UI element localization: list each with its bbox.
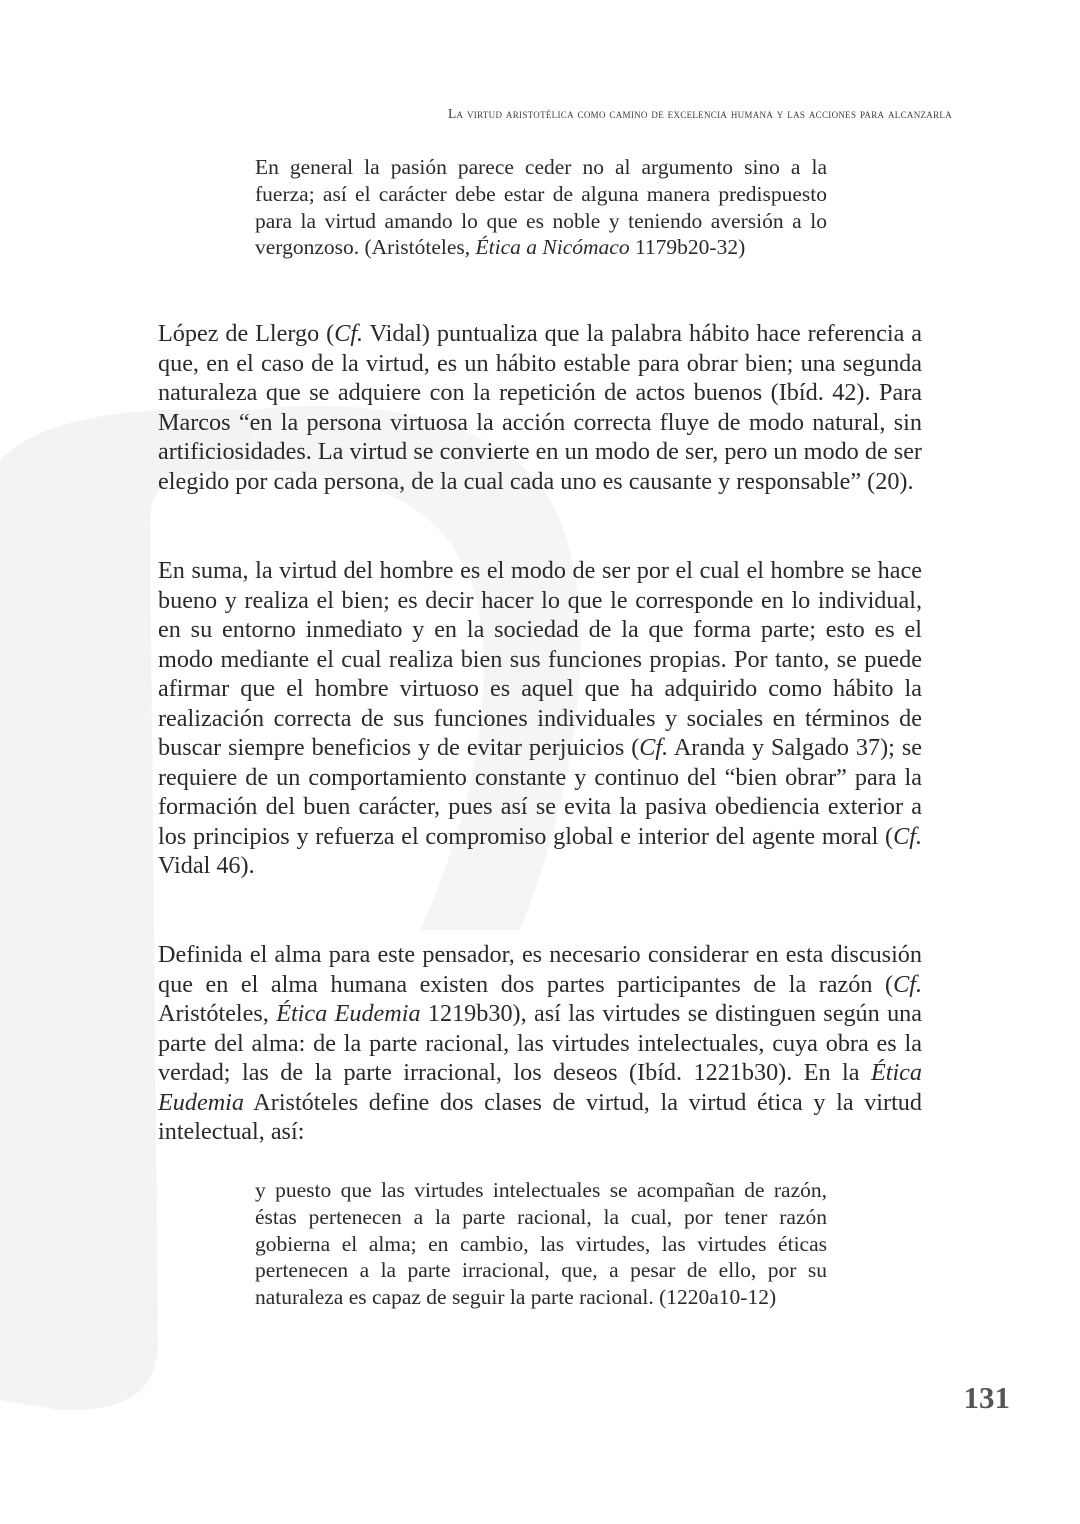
paragraph-3-title-1: Ética Eudemia [276,1000,421,1027]
block-quote-1-text: En general la pasión parece ceder no al argumento sino a la fuerza; así el carácter debe estar de alguna manera predispuesto para la virtud amando lo que es noble y teniendo aversión a lo vergonzoso. (Aristóteles, [255,155,827,260]
paragraph-2-cf-1: Cf. [639,734,669,761]
block-quote-1-title: Ética a Nicómaco [475,235,630,260]
paragraph-2-cf-2: Cf. [893,822,922,850]
paragraph-3 [158,940,922,1147]
paragraph-2 [158,556,922,881]
running-head: La virtud aristotélica como camino de excelencia humana y las acciones para alcanzarla [447,106,952,121]
paragraph-1-text-a: López de Llergo ( [158,320,335,347]
paragraph-1-cf: Cf. [334,320,364,347]
paragraph-3-text-d: Aristóteles define dos clases de virtud, la virtud ética y la virtud intelectual, así: [158,1088,922,1145]
paragraph-3-text-a: Definida el alma para este pensador, es necesario considerar en esta discusión que en el alma humana existen dos partes participantes de la razón ( [158,941,922,998]
block-quote-2-text: y puesto que las virtudes intelectuales se acompañan de razón, éstas pertenecen a la parte racional, la cual, por tener razón gobierna el alma; en cambio, las virtudes, las virtudes éticas pertenecen a la parte irracional, que, a pesar de ello, por su naturaleza es capaz de seguir la parte racional. (1220a10-12) [255,1178,827,1310]
paragraph-2-text-a: En suma, la virtud del hombre es el modo de ser por el cual el hombre se hace bueno y realiza el bien; es decir hacer lo que le corresponde en lo individual, en su entorno inmediato y en la sociedad de la que forma parte; esto es el modo mediante el cual realiza bien sus funciones propias. Por tanto, se puede afirmar que el hombre virtuoso es aquel que ha adquirido como hábito la realización correcta de sus funciones individuales y sociales en términos de buscar siempre beneficios y de evitar perjuicios ( [158,557,922,761]
page-number: 131 [963,1380,1010,1415]
paragraph-2-text-b: Aranda y Salgado 37); se requiere de un comportamiento constante y continuo del “bien obrar” para la formación del buen carácter, pues así se evita la pasiva obediencia exterior a los principios y refuerza el compromiso global e interior del agente moral ( [158,734,922,850]
paragraph-1 [158,319,922,496]
block-quote-2 [255,1177,827,1311]
paragraph-3-text-c: 1219b30), así las virtudes se distinguen según una parte del alma: de la parte racional, las virtudes intelectuales, cuya obra es la verdad; las de la parte irracional, los deseos (Ibíd. 1221b30). En la [158,1000,922,1086]
block-quote-1-citation: 1179b20-32) [629,235,746,260]
paragraph-2-text-c: Vidal 46). [158,852,255,879]
paragraph-1-text-b: Vidal) puntualiza que la palabra hábito hace referencia a que, en el caso de la virtud, es un hábito estable para obrar bien; una segunda naturaleza que se adquiere con la repetición de actos buenos (Ibíd. 42). Para Marcos “en la persona virtuosa la acción correcta fluye de modo natural, sin artificiosidades. La virtud se convierte en un modo de ser, pero un modo de ser elegido por cada persona, de la cual cada uno es causante y responsable” (20). [158,320,922,495]
block-quote-1 [255,154,827,261]
paragraph-3-title-2: Ética Eudemia [158,1059,922,1116]
paragraph-3-text-b: Aristóteles, [158,1000,277,1027]
paragraph-3-cf: Cf. [893,970,922,998]
